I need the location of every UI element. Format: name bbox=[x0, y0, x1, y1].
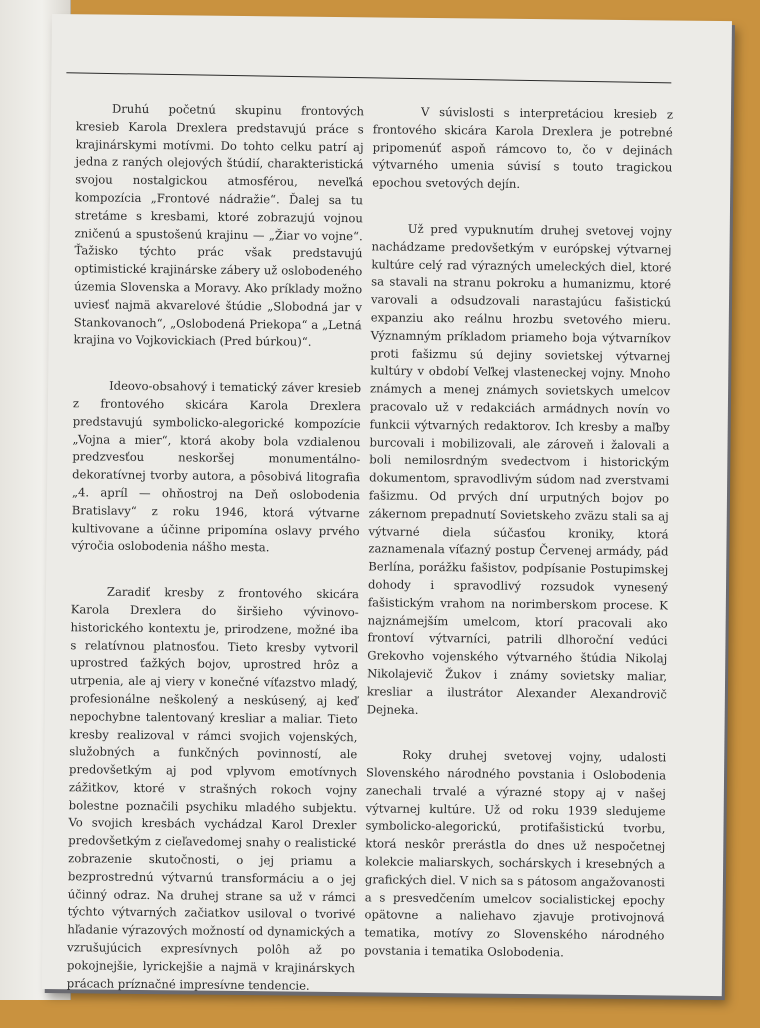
paragraph: Roky druhej svetovej vojny, udalosti Slovenského národného povstania i Oslobodenia zanechali trvalé a výrazné stopy aj v našej výtvarnej kultúre. Už od roku 1939 sledujeme symbolicko-alegorickú, protifašistickú tvorbu, ktorá neskôr prerástla do dnes už nespočetnej kolekcie maliarskych, sochárskych i kresebných a grafických diel. V nich sa s pátosom angažovanosti a s presvedčením umelcov socialistickej epochy opätovne a naliehavo zjavuje protivojnová tematika, motívy zo Slovenského národného povstania i tematika Oslobodenia. bbox=[364, 748, 667, 960]
header-rule bbox=[66, 72, 671, 83]
paragraph: Už pred vypuknutím druhej svetovej vojny nachádzame predovšetkým v európskej výtvarnej kultúre celý rad výrazných umeleckých diel, ktoré sa stavali na stranu pokroku a humanizmu, ktoré varovali a odsudzovali narastajúcu fašistickú expanziu ako reálnu hrozbu svetového mieru. Významným príkladom priameho boja výtvarníkov proti fašizmu sú dejiny sovietskej výtvarnej kultúry v období Veľkej vlasteneckej vojny. Mnoho známych a menej známych sovietskych umelcov pracovalo už v redakciách armádnych novín vo funkcii výtvarných redaktorov. Ich kresby a maľby burcovali i mobilizovali, ale zároveň i žalovali a boli nemilosrdným svedectvom i historickým dokumentom, spravodlivým súdom nad zverstvami fašizmu. Od prvých dní urputných bojov po zákernom prepadnutí Sovietskeho zväzu stali sa aj výtvarné diela súčasťou kroniky, ktorá zaznamenala víťazný postup Červenej armády, pád Berlína, porážku fašistov, podpísanie Postupimskej dohody i spravodlivý rozsudok vynesený fašistickým vrahom na norimberskom procese. K najznámejším umelcom, ktorí pracovali ako frontoví výtvarníci, patrili dlhoroční vedúci Grekovho vojenského výtvarného štúdia Nikolaj Nikolajevič Žukov i známy sovietsky maliar, kresliar a ilustrátor Alexander Alexandrovič Dejneka. bbox=[366, 221, 672, 717]
paragraph: Zaradiť kresby z frontového skicára Karola Drexlera do širšieho vývinovo-historického kontextu je, prirodzene, možné iba s relatívnou platnosťou. Tieto kresby vytvoril uprostred ťažkých bojov, uprostred hrôz a utrpenia, ale aj viery v konečné víťazstvo mladý, profesionálne neškolený a neskúsený, aj keď nepochybne talentovaný kresliar a maliar. Tieto kresby realizoval v rámci svojich vojenských, služobných a funkčných povinností, ale predovšetkým aj pod vplyvom emotívnych zážitkov, ktoré v strašných rokoch vojny bolestne poznačili psychiku mladého subjektu. Vo svojich kresbách vychádzal Karol Drexler predovšetkým z cieľavedomej snahy o realistické zobrazenie skutočnosti, o jej priamu a bezprostrednú výtvarnú transformáciu a o jej účinný odraz. Na druhej strane sa už v rámci týchto výtvarných začiatkov usiloval o tvorivé hľadanie výrazových možností od dynamických a vzrušujúcich expresívnych polôh až po pokojnejšie, lyrickejšie a najmä v krajinárskych prácach príznačné impresívne tendencie. bbox=[66, 584, 360, 993]
left-text-column bbox=[66, 100, 364, 1023]
paragraph: Ideovo-obsahový i tematický záver kresieb z frontového skicára Karola Drexlera predstavujú symbolicko-alegorické kompozície „Vojna a mier“, ktorá akoby bola vzdialenou predzvesťou neskoršej monumentálno-dekoratívnej tvorby autora, a pôsobivá litografia „4. apríl — ohňostroj na Deň oslobodenia Bratislavy“ z roku 1946, ktorá výtvarne kultivovane a účinne pripomína oslavy prvého výročia oslobodenia nášho mesta. bbox=[71, 378, 362, 555]
paragraph: V súvislosti s interpretáciou kresieb z frontového skicára Karola Drexlera je potrebné pripomenúť aspoň rámcovo to, čo v dejinách výtvarného umenia súvisí s touto tragickou epochou svetových dejín. bbox=[372, 104, 674, 192]
paragraph: Druhú početnú skupinu frontových kresieb Karola Drexlera predstavujú práce s krajinárskymi motívmi. Do tohto celku patrí aj jedna z raných olejových štúdií, charakteristická svojou nostalgickou atmosférou, neveľká kompozícia „Frontové nádražie“. Ďalej sa tu stretáme s kresbami, ktoré zobrazujú vojnou zničenú a spustošenú krajinu — „Žiar vo vojne“. Ťažisko týchto prác však predstavujú optimistické krajinárske zábery už oslobodeného územia Slovenska a Moravy. Ako príklady možno uviesť najmä akvarelové štúdie „Slobodná jar v Stankovanoch“, „Oslobodená Priekopa“ a „Letná krajina vo Vojkovickiach (Pred búrkou)“. bbox=[73, 101, 365, 350]
book-page bbox=[42, 14, 732, 996]
right-text-column bbox=[364, 103, 673, 991]
